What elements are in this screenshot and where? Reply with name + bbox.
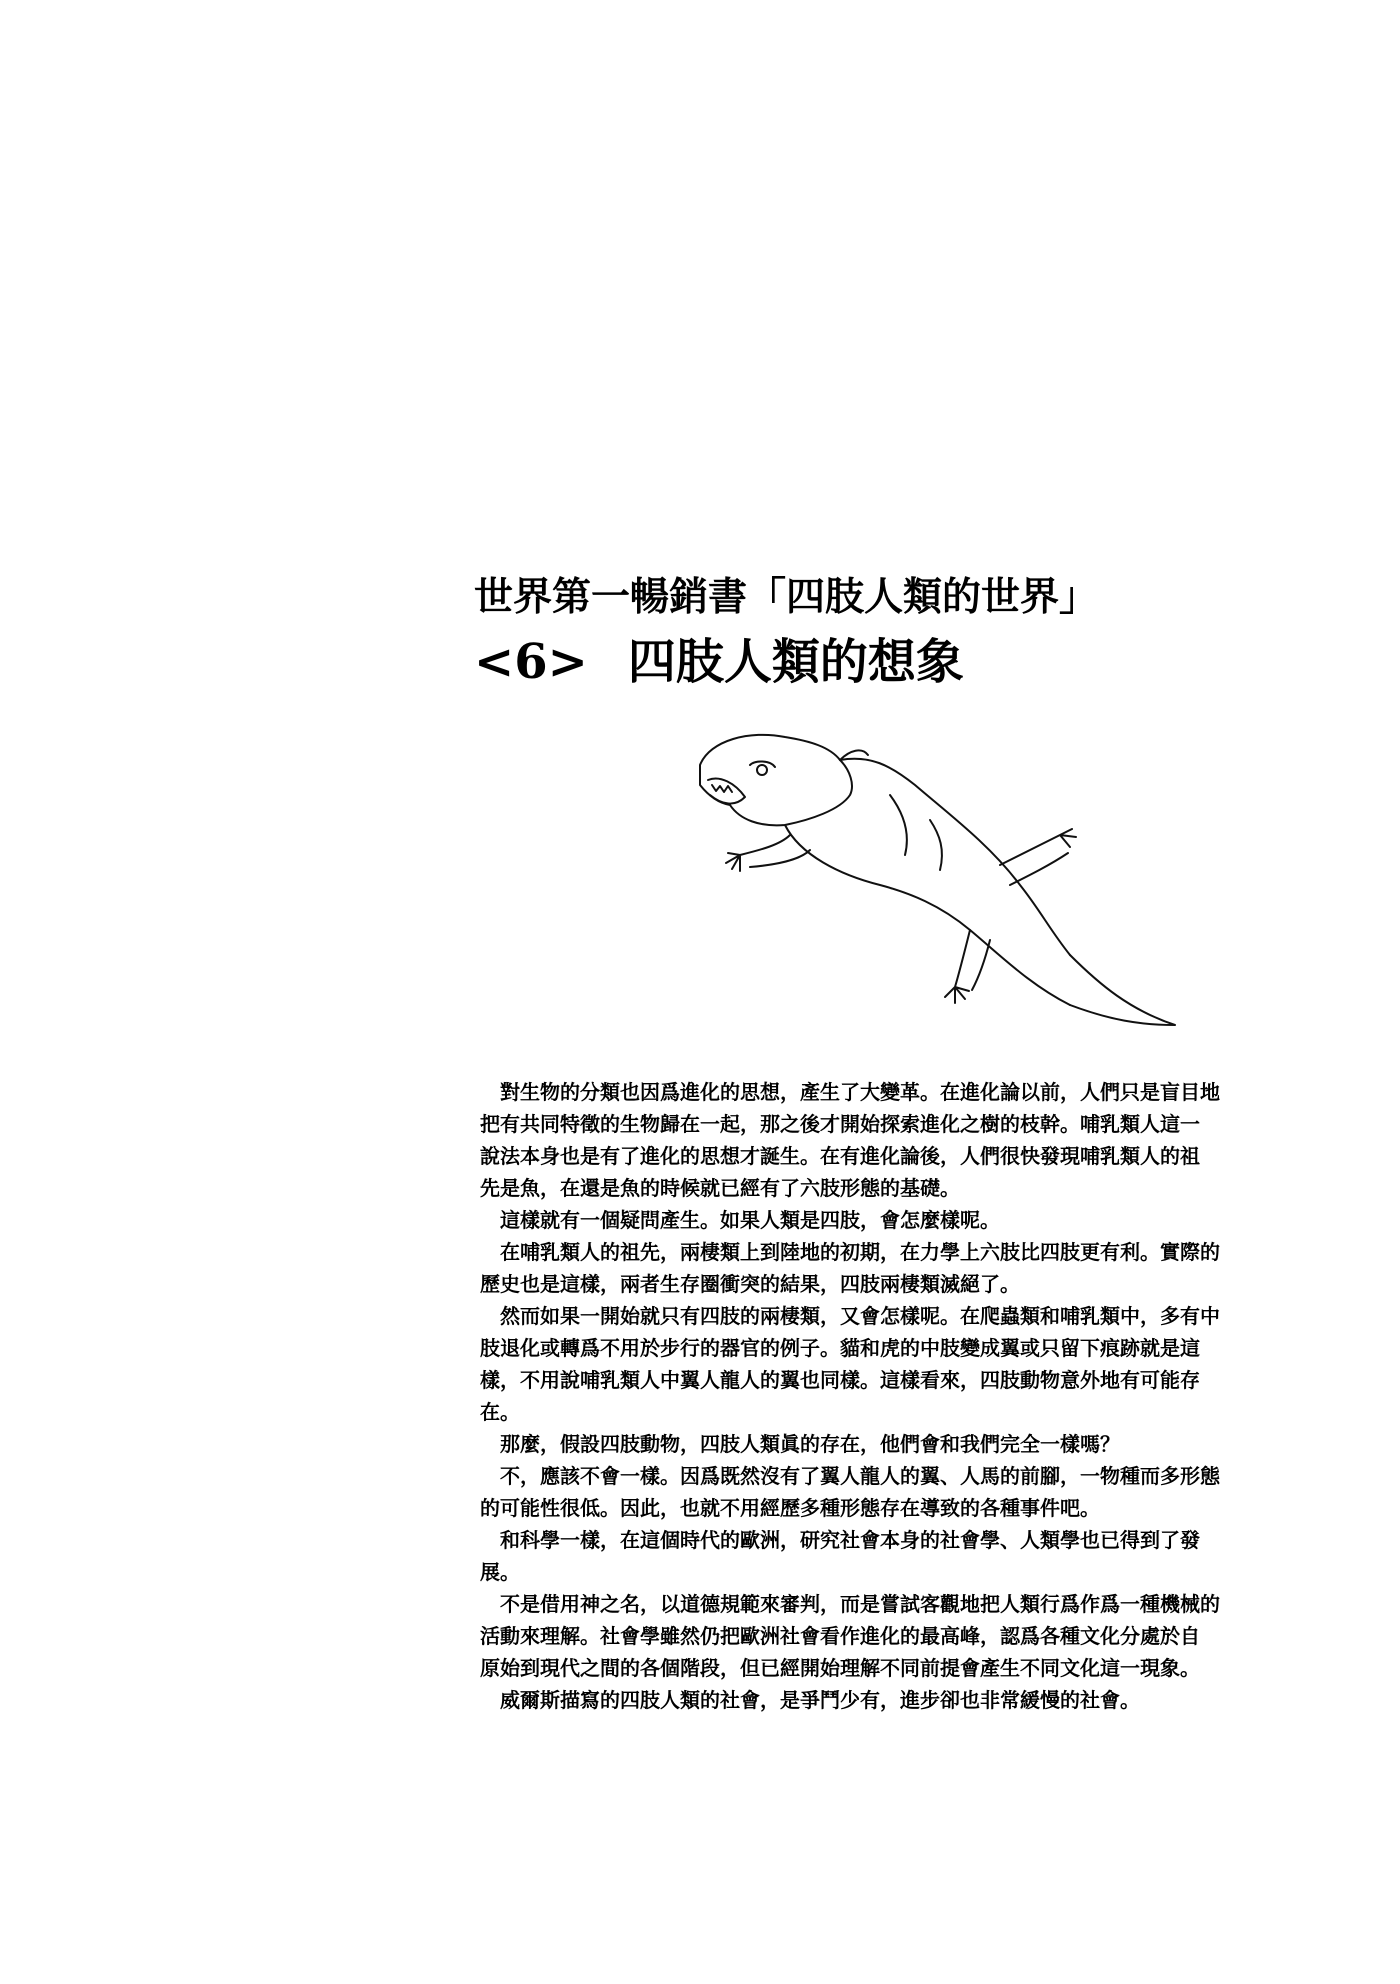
body-text-line: 先是魚，在還是魚的時候就已經有了六肢形態的基礎。 [480, 1176, 960, 1200]
body-text-line: 把有共同特徵的生物歸在一起，那之後才開始探索進化之樹的枝幹。哺乳類人這一 [480, 1112, 1200, 1136]
body-text-line: 活動來理解。社會學雖然仍把歐洲社會看作進化的最高峰，認爲各種文化分處於自 [480, 1624, 1200, 1648]
body-text-line: 和科學一樣，在這個時代的歐洲，研究社會本身的社會學、人類學也已得到了發 [500, 1528, 1200, 1552]
body-text-line: 歷史也是這樣，兩者生存圈衝突的結果，四肢兩棲類滅絕了。 [480, 1272, 1020, 1296]
article-body [480, 1076, 1260, 1716]
book-title: 世界第一暢銷書「四肢人類的世界」 [474, 574, 1099, 620]
body-text-line: 肢退化或轉爲不用於步行的器官的例子。貓和虎的中肢變成翼或只留下痕跡就是這 [480, 1336, 1200, 1360]
body-text-line: 樣，不用說哺乳類人中翼人龍人的翼也同樣。這樣看來，四肢動物意外地有可能存 [480, 1368, 1200, 1392]
body-text-line: 那麼，假設四肢動物，四肢人類眞的存在，他們會和我們完全一樣嗎？ [500, 1432, 1120, 1456]
body-text-line: 威爾斯描寫的四肢人類的社會，是爭鬥少有，進步卻也非常緩慢的社會。 [500, 1688, 1140, 1712]
body-text-line: 的可能性很低。因此，也就不用經歷多種形態存在導致的各種事件吧。 [480, 1496, 1100, 1520]
body-text-line: 在哺乳類人的祖先，兩棲類上到陸地的初期，在力學上六肢比四肢更有利。實際的 [500, 1240, 1220, 1264]
body-text-line: 不是借用神之名，以道德規範來審判，而是嘗試客觀地把人類行爲作爲一種機械的 [500, 1592, 1220, 1616]
chapter-number: <6> [474, 634, 588, 690]
body-text-line: 然而如果一開始就只有四肢的兩棲類，又會怎樣呢。在爬蟲類和哺乳類中，多有中 [500, 1304, 1220, 1328]
body-text-line: 不，應該不會一樣。因爲既然沒有了翼人龍人的翼、人馬的前腳，一物種而多形態 [500, 1464, 1220, 1488]
body-text-line: 原始到現代之間的各個階段，但已經開始理解不同前提會產生不同文化這一現象。 [480, 1656, 1200, 1680]
body-text-line: 在。 [480, 1400, 520, 1424]
body-text-line: 對生物的分類也因爲進化的思想，產生了大變革。在進化論以前，人們只是盲目地 [500, 1080, 1220, 1104]
body-text-line: 展。 [480, 1560, 520, 1584]
chapter-heading [474, 632, 964, 692]
chapter-title: 四肢人類的想象 [627, 634, 964, 690]
body-text-line: 說法本身也是有了進化的思想才誕生。在有進化論後，人們很快發現哺乳類人的祖 [480, 1144, 1200, 1168]
four-limbed-amphibian-illustration [690, 725, 1180, 1055]
body-text-line: 這樣就有一個疑問產生。如果人類是四肢，會怎麼樣呢。 [500, 1208, 1000, 1232]
